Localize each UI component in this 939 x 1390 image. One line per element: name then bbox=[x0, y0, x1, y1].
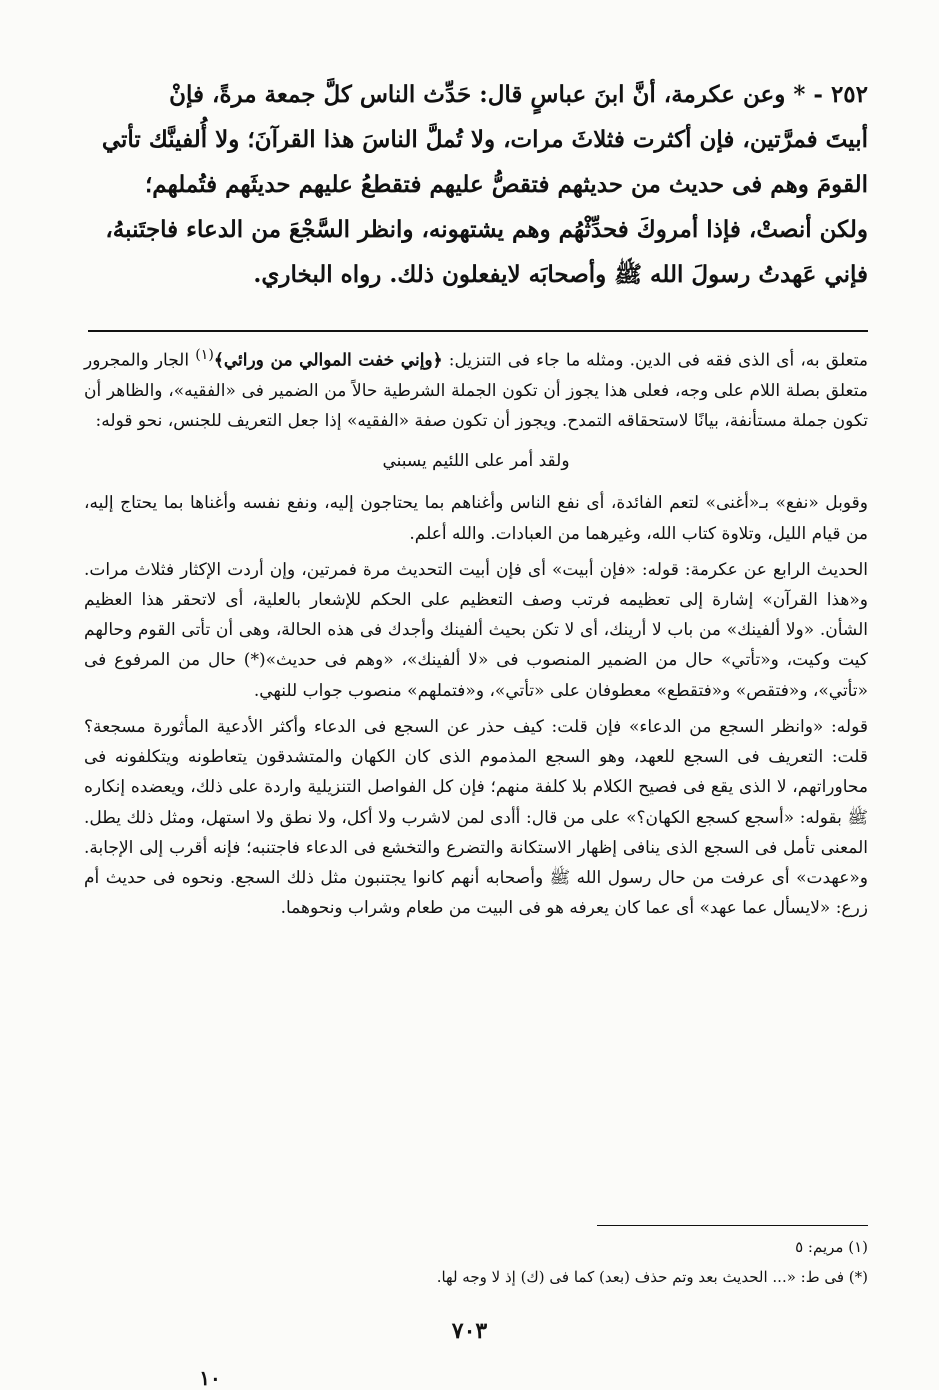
signature-mark: ١٠ bbox=[199, 1366, 221, 1390]
footnote-ref: (١) bbox=[195, 347, 214, 363]
footnote-divider bbox=[597, 1225, 868, 1226]
hadith-line: القومَ وهم فى حديث من حديثهم فتقصُّ عليهم فتقطعُ عليهم حديثَهم فتُملهم؛ bbox=[145, 171, 868, 198]
page-number: ٧٠٣ bbox=[451, 1318, 488, 1344]
poem-line: ولقد أمر على اللئيم يسبني bbox=[382, 451, 570, 472]
hadith-line: ٢٥٢ - * وعن عكرمة، أنَّ ابنَ عباسٍ قال: حَدِّث الناس كلَّ جمعة مرةً، فإنْ bbox=[169, 81, 868, 108]
hadith-text bbox=[88, 72, 868, 297]
section-divider bbox=[88, 330, 868, 332]
footnotes bbox=[88, 1232, 868, 1292]
commentary-paragraph: قوله: «وانظر السجع من الدعاء» فإن قلت: كيف حذر عن السجع فى الدعاء وأكثر الأدعية المأثورة مسجعة؟ قلت: التعريف فى السجع للعهد، وهو السجع المذموم الذى كان الكهان والمتشدقون يتعاطونه ويتكلفونه فى محاوراتهم، لا الذى يقع فى فصيح الكلام بلا كلفة منهم؛ فإن كل الفواصل التنزيلية واردة على ذلك، ويعضده إنكاره ﷺ بقوله: «أسجع كسجع الكهان؟» على من قال: أأدى لمن لاشرب ولا أكل، ولا نطق ولا استهل، ومثل ذلك يطل. المعنى تأمل فى السجع الذى ينافى إظهار الاستكانة والتضرع والتخشع فى الدعاء فاجتنبه؛ فإنه أقرب إلى الإجابة. و«عهدت» أى عرفت من حال رسول الله ﷺ وأصحابه أنهم كانوا يجتنبون مثل ذلك السجع. ونحوه فى حديث أم زرع: «لايسأل عما عهد» أى عما كان يعرفه هو فى البيت من طعام وشراب ونحوهما. bbox=[84, 716, 868, 919]
commentary bbox=[84, 340, 868, 923]
hadith-line: فإني عَهدتُ رسولَ الله ﷺ وأصحابَه لايفعلون ذلك. رواه البخاري. bbox=[253, 261, 868, 288]
hadith-number: ٢٥٢ bbox=[830, 81, 868, 108]
commentary-paragraph: الحديث الرابع عن عكرمة: قوله: «فإن أبيت» أى فإن أبيت التحديث مرة فمرتين، وإن أردت الإكثار فثلاث مرات. و«هذا القرآن» إشارة إلى تعظيمه فرتب وصف التعظيم على الحكم للإشعار بالعلية، أى لاتحقر هذا العظيم الشأن. «ولا ألفينك» من باب لا أرينك، أى لا تكن بحيث ألفينك وأجدك فى هذه الحالة، وهى أن تأتى القوم وحالهم كيت وكيت، و«تأتي» حال من الضمير المنصوب فى «لا ألفينك»، «وهم فى حديث»(*) حال من المرفوع فى «تأتي»، و«فتقص» و«فتقطع» معطوفان على «تأتي»، و«فتملهم» منصوب جواب للنهي. bbox=[84, 559, 868, 701]
footnote: (١) مريم: ٥ bbox=[795, 1238, 868, 1256]
commentary-paragraph: متعلق به، أى الذى فقه فى الدين. ومثله ما جاء فى التنزيل: ﴿وإني خفت الموالي من ورائي﴾$^{(١)}$ الجار والمجرور متعلق بصلة اللام على وجه، فعلى هذا يجوز أن تكون الجملة الشرطية حالاً من الضمير فى «الفقيه»، والظاهر أن تكون جملة مستأنفة، بيانًا لاستحقاقه التمدح. ويجوز أن تكون صفة «الفقيه» إذا جعل التعريف للجنس، نحو قوله: bbox=[84, 347, 869, 432]
hadith-line: أبيتَ فمرَّتين، فإن أكثرت فثلاثَ مرات، ولا تُملَّ الناسَ هذا القرآنَ؛ ولا أُلفينَّك تأتي bbox=[101, 126, 868, 153]
quran-quote: ﴿وإني خفت الموالي من ورائي﴾ bbox=[213, 350, 443, 371]
commentary-paragraph: وقوبل «نفع» بـ«أغنى» لتعم الفائدة، أى نفع الناس وأغناهم بما يحتاجون إليه، ونفع نفسه وأغناها بما يحتاج إليه، من قيام الليل، وتلاوة كتاب الله، وغيرهما من العبادات. والله أعلم. bbox=[84, 493, 868, 544]
footnote: (*) فى ط: «... الحديث بعد وتم حذف (بعد) كما فى (ك) إذ لا وجه لها. bbox=[436, 1268, 868, 1286]
hadith-line: ولكن أنصتْ، فإذا أمروكَ فحدِّثْهُم وهم يشتهونه، وانظر السَّجْعَ من الدعاء فاجتَنبهُ، bbox=[105, 216, 868, 243]
